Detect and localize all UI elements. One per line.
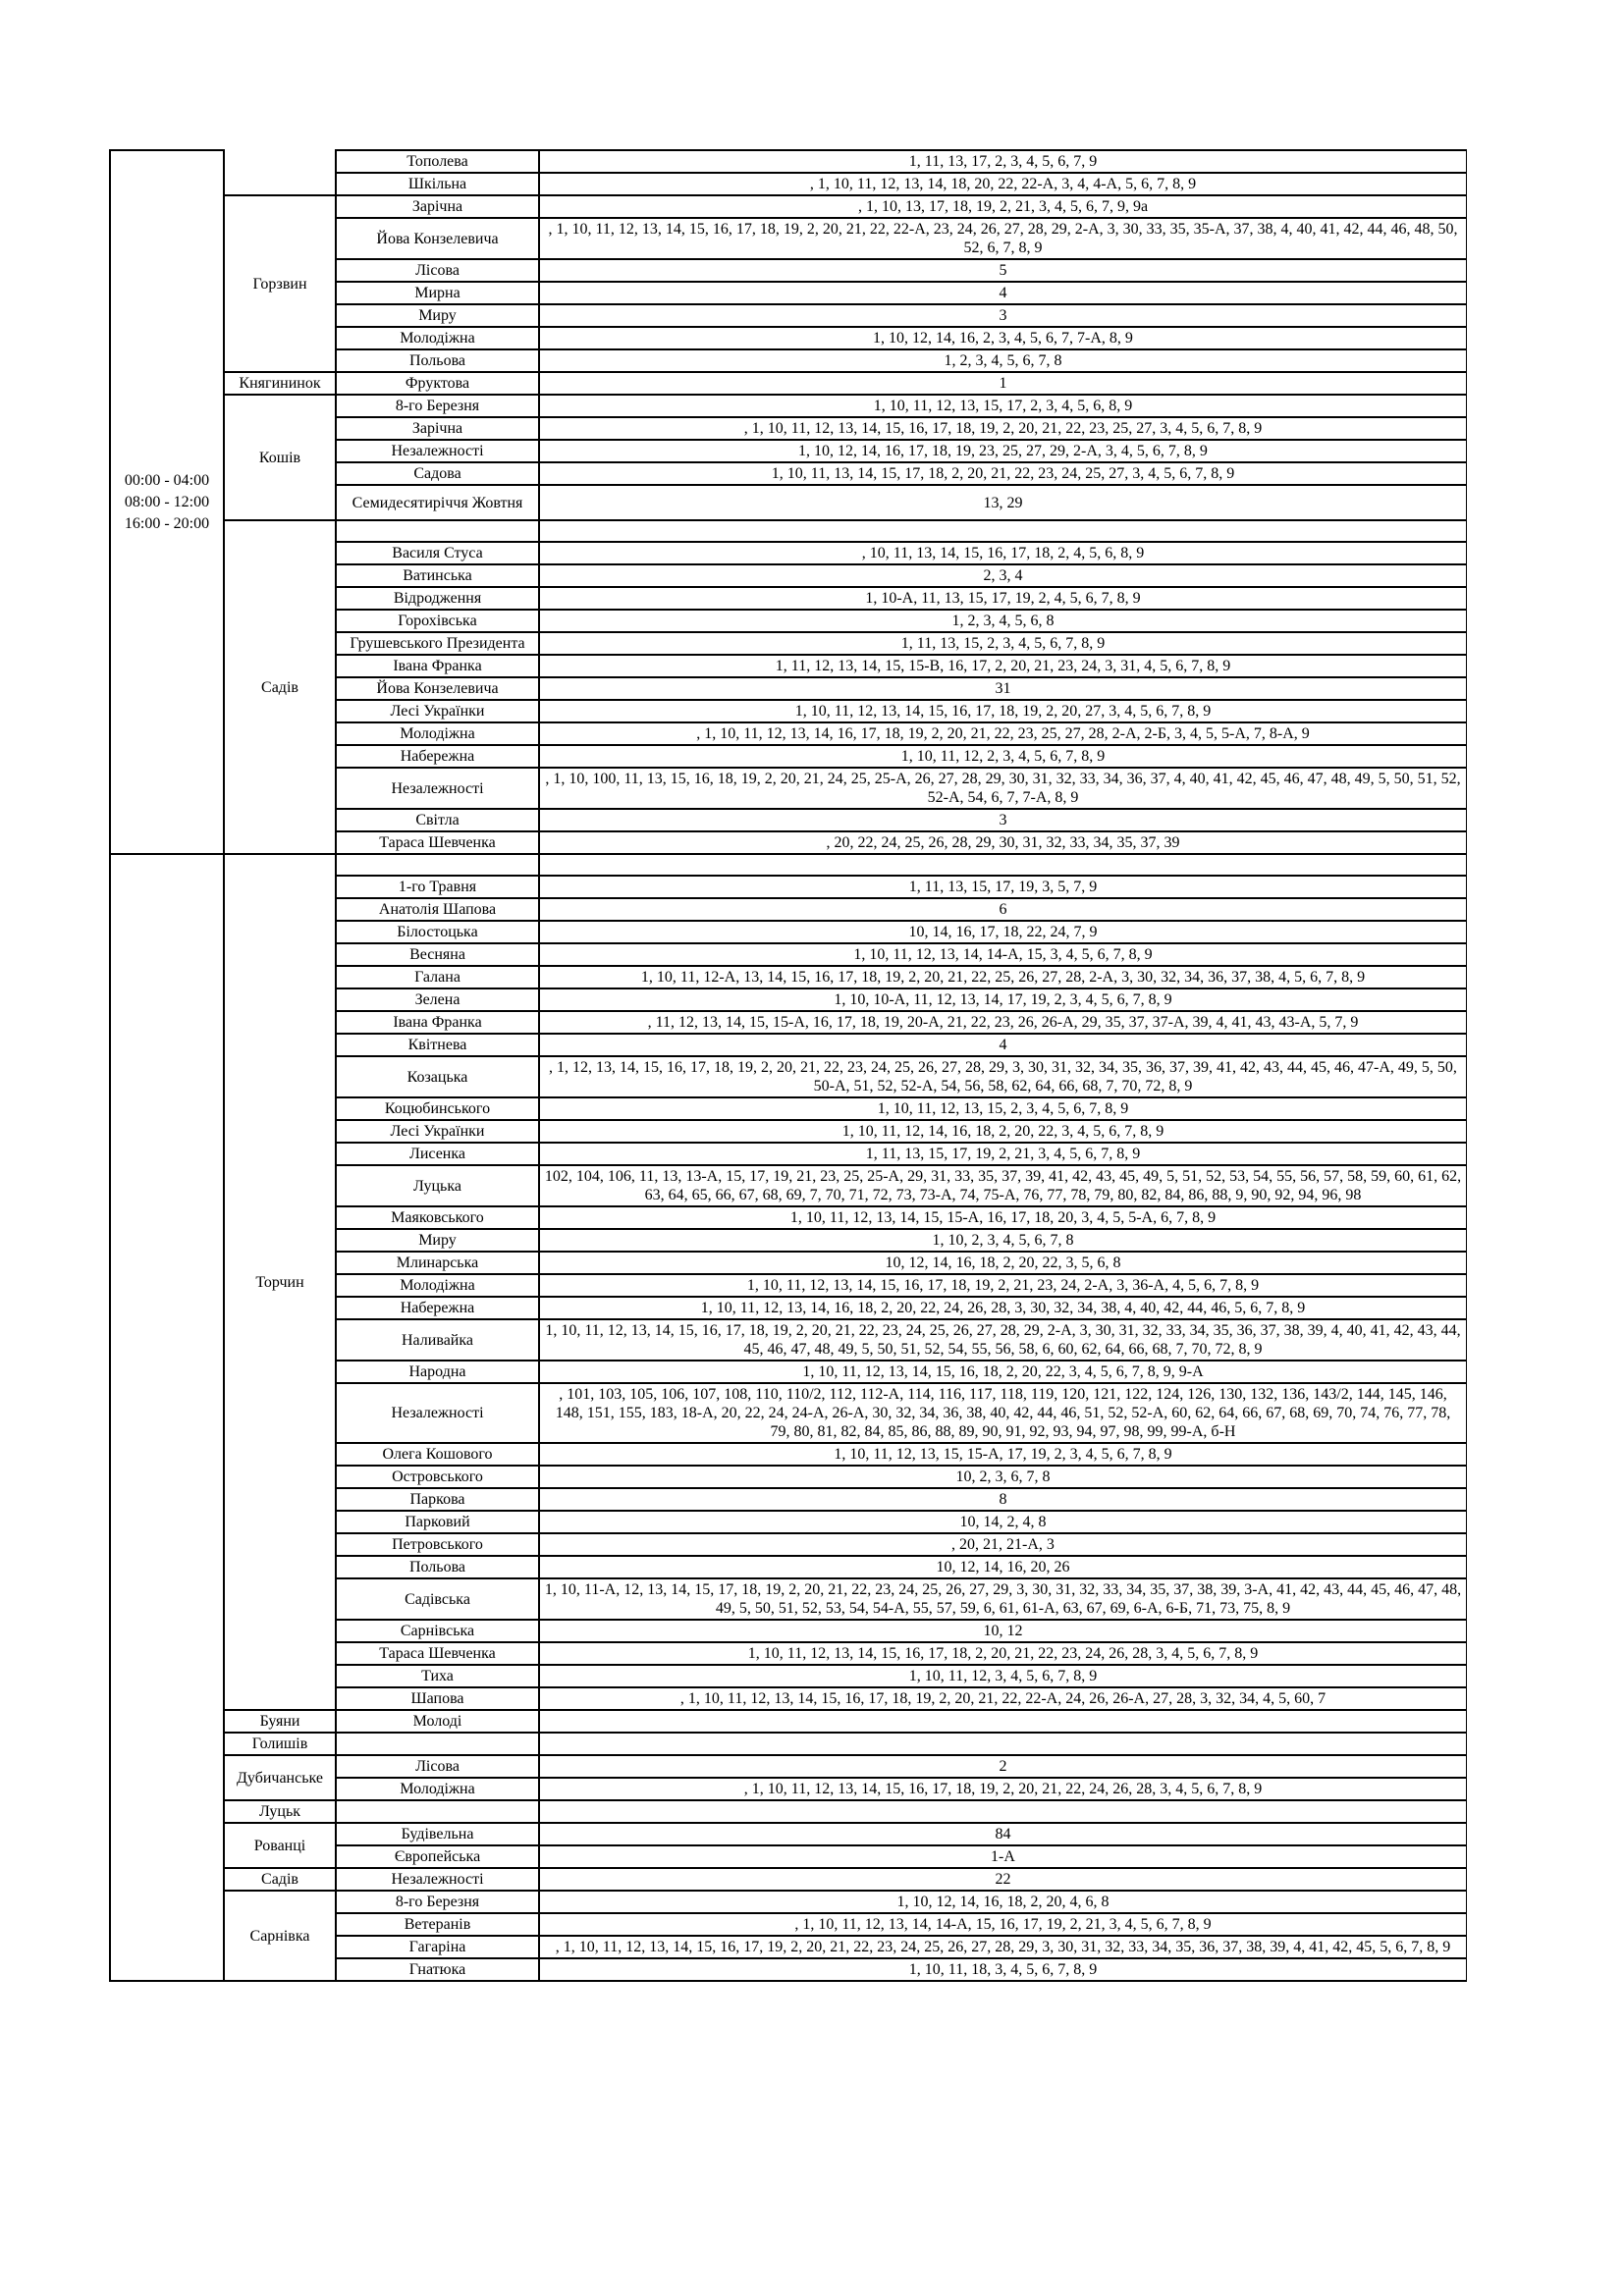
house-numbers-cell: 13, 29 (539, 485, 1467, 520)
street-cell: Європейська (336, 1845, 539, 1868)
village-cell: Дубичанське (224, 1755, 336, 1800)
house-numbers-cell (539, 854, 1467, 876)
table-row (51, 1868, 1467, 1891)
table-row (51, 1800, 1467, 1823)
house-numbers-cell: 1, 10-А, 11, 13, 15, 17, 19, 2, 4, 5, 6, 7, 8, 9 (539, 587, 1467, 610)
house-numbers-cell: 10, 12, 14, 16, 18, 2, 20, 22, 3, 5, 6, 8 (539, 1252, 1467, 1274)
house-numbers-cell: , 10, 11, 13, 14, 15, 16, 17, 18, 2, 4, 5, 6, 8, 9 (539, 542, 1467, 564)
street-cell: Білостоцька (336, 921, 539, 943)
street-cell: Зарічна (336, 417, 539, 440)
house-numbers-cell: 1, 10, 11, 12, 13, 14, 15, 16, 17, 18, 2, 20, 21, 22, 23, 24, 26, 28, 3, 4, 5, 6, 7, 8, 9 (539, 1642, 1467, 1665)
street-cell: Тараса Шевченка (336, 1642, 539, 1665)
house-numbers-cell: , 1, 10, 11, 12, 13, 14, 15, 16, 17, 18, 19, 2, 20, 21, 22, 23, 25, 27, 3, 4, 5, 6, 7, 8, 9 (539, 417, 1467, 440)
house-numbers-cell (539, 1710, 1467, 1733)
street-cell: Молодіжна (336, 327, 539, 349)
house-numbers-cell: 1, 10, 11, 12, 13, 14, 15, 16, 18, 2, 20, 22, 3, 4, 5, 6, 7, 8, 9, 9-А (539, 1361, 1467, 1383)
street-cell: Маяковського (336, 1206, 539, 1229)
street-cell: Івана Франка (336, 655, 539, 677)
house-numbers-cell: 31 (539, 677, 1467, 700)
left-margin-cell (51, 150, 110, 1981)
house-numbers-cell: 84 (539, 1823, 1467, 1845)
street-cell: Олега Кошового (336, 1443, 539, 1466)
house-numbers-cell: 1, 10, 11, 12, 3, 4, 5, 6, 7, 8, 9 (539, 1665, 1467, 1687)
street-cell: Садівська (336, 1578, 539, 1620)
street-cell: Набережна (336, 1297, 539, 1319)
house-numbers-cell: , 11, 12, 13, 14, 15, 15-А, 16, 17, 18, 19, 20-А, 21, 22, 23, 26, 26-А, 29, 35, 37, 37-А, 39, 4, 41, 43, 43-А, 5, 7, 9 (539, 1011, 1467, 1034)
house-numbers-cell: 1 (539, 372, 1467, 395)
house-numbers-cell: 4 (539, 1034, 1467, 1056)
street-cell (336, 1800, 539, 1823)
house-numbers-cell: 6 (539, 898, 1467, 921)
house-numbers-cell: 1, 10, 11, 12, 13, 14, 15, 16, 17, 18, 19, 2, 20, 21, 22, 23, 24, 25, 26, 27, 28, 29, 2-А, 3, 30, 31, 32, 33, 34, 35, 36, 37, 38, 39, 4, 40, 41, 42, 43, 44, 45, 46, 47, 48, 49, 5, 50, 51, 52, 54, 55, 56, 58, 6, 60, 62, 64, 66, 68, 7, 70, 72, 8, 9 (539, 1319, 1467, 1361)
house-numbers-cell: , 1, 10, 100, 11, 13, 15, 16, 18, 19, 2, 20, 21, 24, 25, 25-А, 26, 27, 28, 29, 30, 31, 32, 33, 34, 36, 37, 4, 40, 41, 42, 45, 46, 47, 48, 49, 5, 50, 51, 52, 52-А, 54, 6, 7, 7-А, 8, 9 (539, 768, 1467, 809)
street-cell: Гнатюка (336, 1958, 539, 1981)
table-row (51, 195, 1467, 218)
street-cell: Фруктова (336, 372, 539, 395)
street-cell: Коцюбинського (336, 1097, 539, 1120)
street-cell (336, 1733, 539, 1755)
street-cell: Набережна (336, 745, 539, 768)
village-cell: Садів (224, 520, 336, 854)
street-cell: Шапова (336, 1687, 539, 1710)
street-cell: Зарічна (336, 195, 539, 218)
house-numbers-cell: 1, 10, 11, 13, 14, 15, 17, 18, 2, 20, 21, 22, 23, 24, 25, 27, 3, 4, 5, 6, 7, 8, 9 (539, 462, 1467, 485)
table-row (51, 395, 1467, 417)
house-numbers-cell: , 1, 10, 11, 12, 13, 14, 15, 16, 17, 18, 19, 2, 20, 21, 22, 22-А, 24, 26, 26-А, 27, 28, 3, 32, 34, 4, 5, 60, 7 (539, 1687, 1467, 1710)
house-numbers-cell: 2, 3, 4 (539, 564, 1467, 587)
house-numbers-cell: 1, 11, 13, 15, 2, 3, 4, 5, 6, 7, 8, 9 (539, 632, 1467, 655)
house-numbers-cell: 10, 2, 3, 6, 7, 8 (539, 1466, 1467, 1488)
house-numbers-cell: 8 (539, 1488, 1467, 1511)
table-row (51, 1823, 1467, 1845)
street-cell: Парковий (336, 1511, 539, 1533)
street-cell: Ветеранів (336, 1913, 539, 1936)
street-cell: Лесі Українки (336, 700, 539, 722)
street-cell: Квітнева (336, 1034, 539, 1056)
village-cell (224, 150, 336, 195)
house-numbers-cell (539, 1800, 1467, 1823)
house-numbers-cell: , 20, 22, 24, 25, 26, 28, 29, 30, 31, 32, 33, 34, 35, 37, 39 (539, 831, 1467, 854)
street-cell: Польова (336, 349, 539, 372)
table-row (51, 1755, 1467, 1778)
house-numbers-cell: 1, 10, 12, 14, 16, 2, 3, 4, 5, 6, 7, 7-А, 8, 9 (539, 327, 1467, 349)
house-numbers-cell: 1, 10, 11, 12, 14, 16, 18, 2, 20, 22, 3, 4, 5, 6, 7, 8, 9 (539, 1120, 1467, 1143)
house-numbers-cell: , 1, 10, 11, 12, 13, 14, 18, 20, 22, 22-А, 3, 4, 4-А, 5, 6, 7, 8, 9 (539, 173, 1467, 195)
table-row (51, 520, 1467, 542)
street-cell: Молодіжна (336, 722, 539, 745)
house-numbers-cell: 1, 10, 11, 18, 3, 4, 5, 6, 7, 8, 9 (539, 1958, 1467, 1981)
house-numbers-cell: 102, 104, 106, 11, 13, 13-А, 15, 17, 19, 21, 23, 25, 25-А, 29, 31, 33, 35, 37, 39, 41, 42, 43, 45, 49, 5, 51, 52, 53, 54, 55, 56, 57, 58, 59, 60, 61, 62, 63, 64, 65, 66, 67, 68, 69, 7, 70, 71, 72, 73, 73-А, 74, 75-А, 76, 77, 78, 79, 80, 82, 84, 86, 88, 9, 90, 92, 94, 96, 98 (539, 1165, 1467, 1206)
street-cell: Миру (336, 304, 539, 327)
house-numbers-cell: 1, 11, 13, 15, 17, 19, 3, 5, 7, 9 (539, 876, 1467, 898)
village-cell: Горзвин (224, 195, 336, 372)
street-cell: Василя Стуса (336, 542, 539, 564)
street-cell: Гагаріна (336, 1936, 539, 1958)
house-numbers-cell: 1, 10, 11, 12, 2, 3, 4, 5, 6, 7, 8, 9 (539, 745, 1467, 768)
street-cell: 8-го Березня (336, 395, 539, 417)
street-cell: Відродження (336, 587, 539, 610)
street-cell: Лісова (336, 259, 539, 282)
street-cell: Галана (336, 966, 539, 988)
street-cell: Йова Конзелевича (336, 677, 539, 700)
street-cell: Йова Конзелевича (336, 218, 539, 259)
street-cell: Молодіжна (336, 1274, 539, 1297)
street-cell: Ватинська (336, 564, 539, 587)
street-cell: Будівельна (336, 1823, 539, 1845)
street-cell: Тиха (336, 1665, 539, 1687)
house-numbers-cell (539, 1733, 1467, 1755)
house-numbers-cell: 22 (539, 1868, 1467, 1891)
village-cell: Луцьк (224, 1800, 336, 1823)
house-numbers-cell: 1, 2, 3, 4, 5, 6, 8 (539, 610, 1467, 632)
house-numbers-cell: 1, 10, 11, 12, 13, 15, 17, 2, 3, 4, 5, 6, 8, 9 (539, 395, 1467, 417)
house-numbers-cell: , 1, 10, 13, 17, 18, 19, 2, 21, 3, 4, 5, 6, 7, 9, 9а (539, 195, 1467, 218)
village-cell: Сарнівка (224, 1891, 336, 1981)
house-numbers-cell: 1, 10, 10-А, 11, 12, 13, 14, 17, 19, 2, 3, 4, 5, 6, 7, 8, 9 (539, 988, 1467, 1011)
street-cell: Молоді (336, 1710, 539, 1733)
house-numbers-cell: 10, 12, 14, 16, 20, 26 (539, 1556, 1467, 1578)
street-cell: Горохівська (336, 610, 539, 632)
street-cell: 1-го Травня (336, 876, 539, 898)
house-numbers-cell: 1, 11, 12, 13, 14, 15, 15-В, 16, 17, 2, 20, 21, 23, 24, 3, 31, 4, 5, 6, 7, 8, 9 (539, 655, 1467, 677)
street-cell: Весняна (336, 943, 539, 966)
street-cell: 8-го Березня (336, 1891, 539, 1913)
house-numbers-cell: 3 (539, 304, 1467, 327)
schedule-sheet (51, 149, 1467, 2165)
street-cell: Млинарська (336, 1252, 539, 1274)
house-numbers-cell: 3 (539, 809, 1467, 831)
house-numbers-cell: 1, 2, 3, 4, 5, 6, 7, 8 (539, 349, 1467, 372)
street-cell (336, 520, 539, 542)
table-row (51, 854, 1467, 876)
street-cell (336, 854, 539, 876)
table-row (51, 150, 1467, 173)
street-cell: Польова (336, 1556, 539, 1578)
street-cell: Тополева (336, 150, 539, 173)
house-numbers-cell: , 1, 10, 11, 12, 13, 14, 15, 16, 17, 19, 2, 20, 21, 22, 23, 24, 25, 26, 27, 28, 29, 3, 30, 31, 32, 33, 34, 35, 36, 37, 38, 39, 4, 41, 42, 45, 5, 6, 7, 8, 9 (539, 1936, 1467, 1958)
house-numbers-cell: 1, 10, 2, 3, 4, 5, 6, 7, 8 (539, 1229, 1467, 1252)
village-cell: Кошів (224, 395, 336, 520)
street-cell: Садова (336, 462, 539, 485)
house-numbers-cell: 1, 10, 11, 12, 13, 14, 15, 15-А, 16, 17, 18, 20, 3, 4, 5, 5-А, 6, 7, 8, 9 (539, 1206, 1467, 1229)
street-cell: Мирна (336, 282, 539, 304)
street-cell: Луцька (336, 1165, 539, 1206)
street-cell: Семидесятиріччя Жовтня (336, 485, 539, 520)
time-slot: 08:00 - 12:00 (124, 493, 210, 510)
street-cell: Незалежності (336, 1868, 539, 1891)
house-numbers-cell: 1, 10, 11, 12, 13, 14, 15, 16, 17, 18, 19, 2, 20, 27, 3, 4, 5, 6, 7, 8, 9 (539, 700, 1467, 722)
time-slots-cell-empty (110, 854, 224, 1981)
street-cell: Лісова (336, 1755, 539, 1778)
house-numbers-cell: 2 (539, 1755, 1467, 1778)
table-row (51, 1891, 1467, 1913)
outage-schedule-table (51, 149, 1467, 1982)
street-cell: Тараса Шевченка (336, 831, 539, 854)
house-numbers-cell: 1, 11, 13, 17, 2, 3, 4, 5, 6, 7, 9 (539, 150, 1467, 173)
house-numbers-cell: 1, 10, 11, 12, 13, 14, 14-А, 15, 3, 4, 5, 6, 7, 8, 9 (539, 943, 1467, 966)
time-slot: 16:00 - 20:00 (124, 514, 210, 532)
street-cell: Козацька (336, 1056, 539, 1097)
street-cell: Петровського (336, 1533, 539, 1556)
house-numbers-cell: , 1, 10, 11, 12, 13, 14, 15, 16, 17, 18, 19, 2, 20, 21, 22, 22-А, 23, 24, 26, 27, 28, 29, 2-А, 3, 30, 33, 35, 35-А, 37, 38, 4, 40, 41, 42, 44, 46, 48, 50, 52, 6, 7, 8, 9 (539, 218, 1467, 259)
street-cell: Грушевського Президента (336, 632, 539, 655)
village-cell: Княгининок (224, 372, 336, 395)
street-cell: Сарнівська (336, 1620, 539, 1642)
street-cell: Івана Франка (336, 1011, 539, 1034)
village-cell: Голишів (224, 1733, 336, 1755)
street-cell: Зелена (336, 988, 539, 1011)
street-cell: Світла (336, 809, 539, 831)
house-numbers-cell: 10, 14, 2, 4, 8 (539, 1511, 1467, 1533)
time-slots-cell (110, 150, 224, 854)
house-numbers-cell: 10, 12 (539, 1620, 1467, 1642)
village-cell: Буяни (224, 1710, 336, 1733)
house-numbers-cell: , 1, 10, 11, 12, 13, 14, 14-А, 15, 16, 17, 19, 2, 21, 3, 4, 5, 6, 7, 8, 9 (539, 1913, 1467, 1936)
house-numbers-cell: 1, 10, 11, 12, 13, 15, 15-А, 17, 19, 2, 3, 4, 5, 6, 7, 8, 9 (539, 1443, 1467, 1466)
street-cell: Незалежності (336, 768, 539, 809)
house-numbers-cell: 10, 14, 16, 17, 18, 22, 24, 7, 9 (539, 921, 1467, 943)
house-numbers-cell: , 101, 103, 105, 106, 107, 108, 110, 110/2, 112, 112-А, 114, 116, 117, 118, 119, 120, 121, 122, 124, 126, 130, 132, 136, 143/2, 144, 145, 146, 148, 151, 155, 183, 18-А, 20, 22, 24, 24-А, 26-А, 30, 32, 34, 36, 38, 40, 42, 44, 46, 51, 52, 52-А, 60, 62, 64, 66, 67, 68, 69, 70, 74, 76, 77, 78, 79, 80, 81, 82, 84, 85, 86, 88, 89, 90, 91, 92, 93, 94, 97, 98, 99, 99-А, б-Н (539, 1383, 1467, 1443)
street-cell: Лисенка (336, 1143, 539, 1165)
street-cell: Незалежності (336, 440, 539, 462)
house-numbers-cell: , 20, 21, 21-А, 3 (539, 1533, 1467, 1556)
house-numbers-cell: 1-А (539, 1845, 1467, 1868)
street-cell: Миру (336, 1229, 539, 1252)
village-cell: Торчин (224, 854, 336, 1710)
house-numbers-cell (539, 520, 1467, 542)
street-cell: Лесі Українки (336, 1120, 539, 1143)
table-row (51, 372, 1467, 395)
house-numbers-cell: 1, 10, 12, 14, 16, 18, 2, 20, 4, 6, 8 (539, 1891, 1467, 1913)
street-cell: Наливайка (336, 1319, 539, 1361)
house-numbers-cell: 1, 10, 11, 12, 13, 15, 2, 3, 4, 5, 6, 7, 8, 9 (539, 1097, 1467, 1120)
table-row (51, 1710, 1467, 1733)
house-numbers-cell: 4 (539, 282, 1467, 304)
table-row (51, 1733, 1467, 1755)
house-numbers-cell: 1, 10, 11-А, 12, 13, 14, 15, 17, 18, 19, 2, 20, 21, 22, 23, 24, 25, 26, 27, 29, 3, 30, 31, 32, 33, 34, 35, 37, 38, 39, 3-А, 41, 42, 43, 44, 45, 46, 47, 48, 49, 5, 50, 51, 52, 53, 54, 54-А, 55, 57, 59, 6, 61, 61-А, 63, 67, 69, 6-А, 6-Б, 71, 73, 75, 8, 9 (539, 1578, 1467, 1620)
street-cell: Незалежності (336, 1383, 539, 1443)
street-cell: Паркова (336, 1488, 539, 1511)
house-numbers-cell: , 1, 10, 11, 12, 13, 14, 15, 16, 17, 18, 19, 2, 20, 21, 22, 24, 26, 28, 3, 4, 5, 6, 7, 8, 9 (539, 1778, 1467, 1800)
street-cell: Анатолія Шапова (336, 898, 539, 921)
street-cell: Островського (336, 1466, 539, 1488)
village-cell: Садів (224, 1868, 336, 1891)
street-cell: Народна (336, 1361, 539, 1383)
street-cell: Шкільна (336, 173, 539, 195)
house-numbers-cell: 1, 11, 13, 15, 17, 19, 2, 21, 3, 4, 5, 6, 7, 8, 9 (539, 1143, 1467, 1165)
street-cell: Молодіжна (336, 1778, 539, 1800)
house-numbers-cell: 5 (539, 259, 1467, 282)
time-slot: 00:00 - 04:00 (124, 471, 210, 489)
house-numbers-cell: 1, 10, 11, 12, 13, 14, 16, 18, 2, 20, 22, 24, 26, 28, 3, 30, 32, 34, 38, 4, 40, 42, 44, 46, 5, 6, 7, 8, 9 (539, 1297, 1467, 1319)
village-cell: Рованці (224, 1823, 336, 1868)
house-numbers-cell: 1, 10, 11, 12-А, 13, 14, 15, 16, 17, 18, 19, 2, 20, 21, 22, 25, 26, 27, 28, 2-А, 3, 30, 32, 34, 36, 37, 38, 4, 5, 6, 7, 8, 9 (539, 966, 1467, 988)
house-numbers-cell: 1, 10, 11, 12, 13, 14, 15, 16, 17, 18, 19, 2, 21, 23, 24, 2-А, 3, 36-А, 4, 5, 6, 7, 8, 9 (539, 1274, 1467, 1297)
house-numbers-cell: , 1, 10, 11, 12, 13, 14, 16, 17, 18, 19, 2, 20, 21, 22, 23, 25, 27, 28, 2-А, 2-Б, 3, 4, 5, 5-А, 7, 8-А, 9 (539, 722, 1467, 745)
house-numbers-cell: , 1, 12, 13, 14, 15, 16, 17, 18, 19, 2, 20, 21, 22, 23, 24, 25, 26, 27, 28, 29, 3, 30, 31, 32, 34, 35, 36, 37, 39, 41, 42, 43, 44, 45, 46, 47-А, 49, 5, 50, 50-А, 51, 52, 52-А, 54, 56, 58, 62, 64, 66, 68, 7, 70, 72, 8, 9 (539, 1056, 1467, 1097)
house-numbers-cell: 1, 10, 12, 14, 16, 17, 18, 19, 23, 25, 27, 29, 2-А, 3, 4, 5, 6, 7, 8, 9 (539, 440, 1467, 462)
